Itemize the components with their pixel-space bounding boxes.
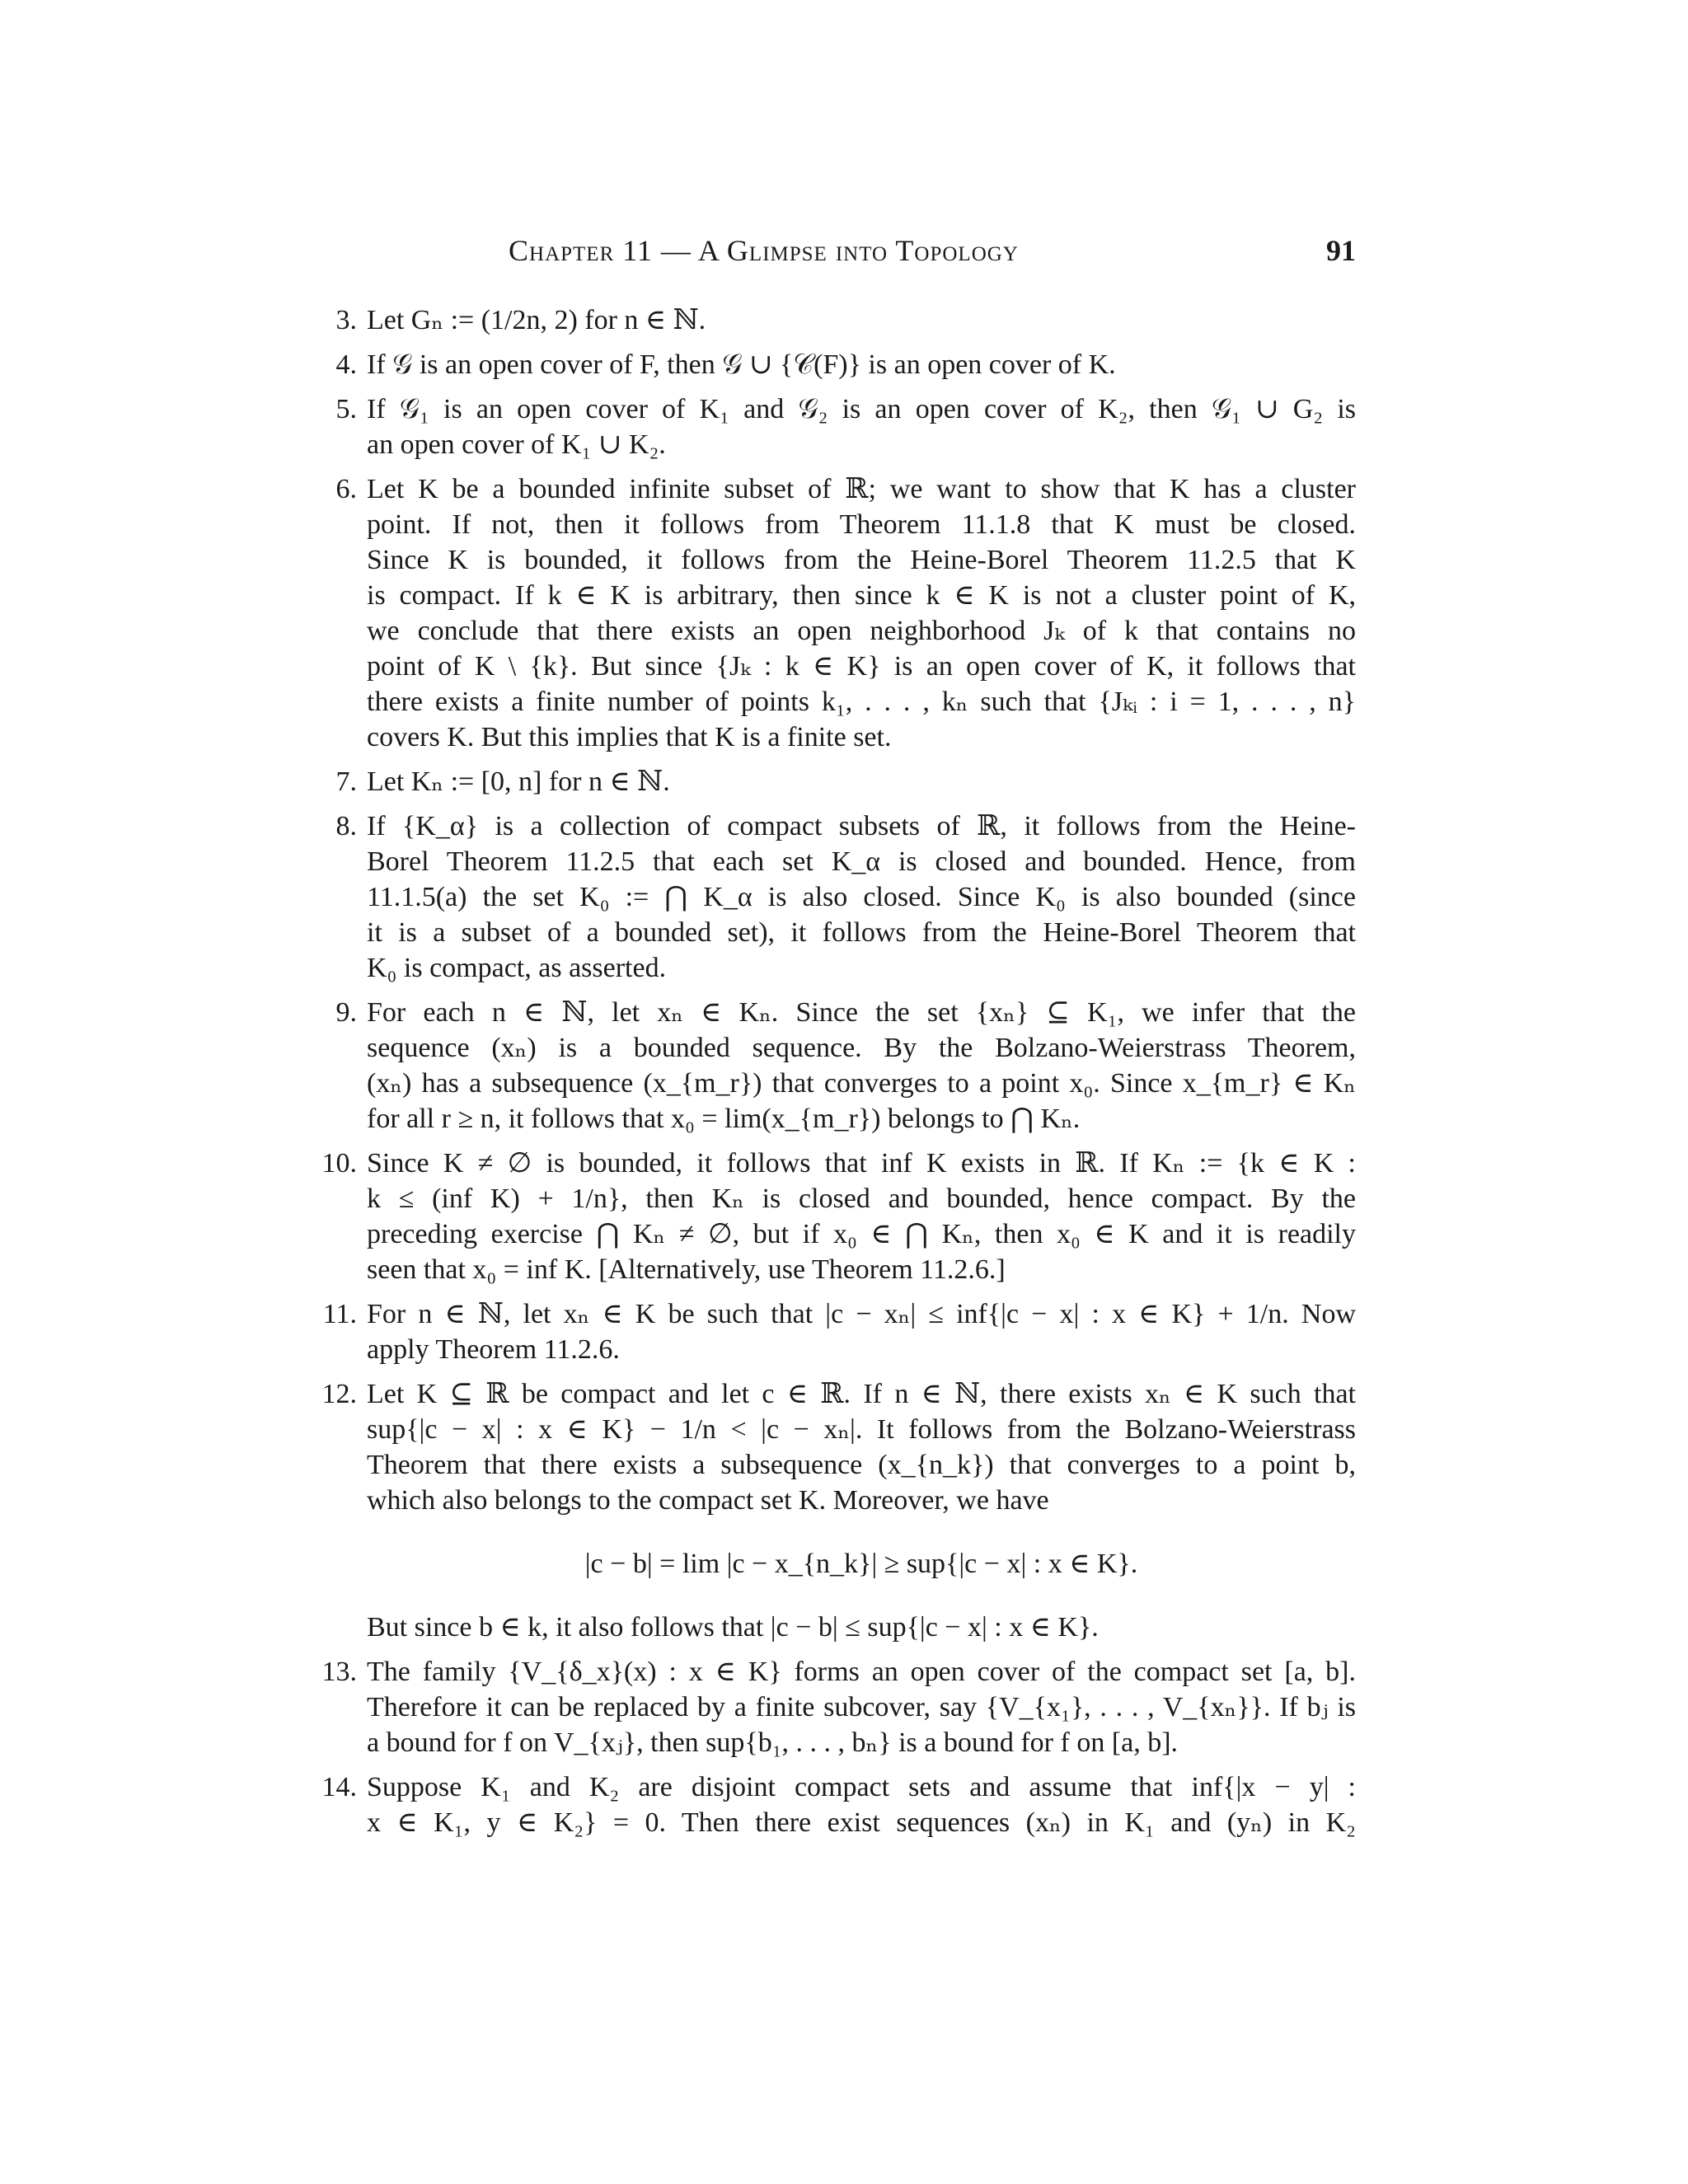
item-number: 6. xyxy=(335,474,357,504)
text-line: The family {V_{δ_x}(x) : x ∈ K} forms an open cover of the compact set [a, b]. xyxy=(367,1657,1356,1687)
item-number: 3. xyxy=(335,305,357,335)
text-line: (xₙ) has a subsequence (x_{m_r}) that converges to a point x₀. Since x_{m_r} ∈ Kₙ xyxy=(367,1068,1356,1099)
item-number: 11. xyxy=(322,1299,357,1329)
text-line: Let K be a bounded infinite subset of ℝ; we want to show that K has a cluster xyxy=(367,474,1356,504)
text-line: If 𝒢 is an open cover of F, then 𝒢 ∪ {𝒞(F)} is an open cover of K. xyxy=(367,349,1116,380)
text-line: For each n ∈ ℕ, let xₙ ∈ Kₙ. Since the set {xₙ} ⊆ K₁, we infer that the xyxy=(367,997,1356,1028)
text-line: apply Theorem 11.2.6. xyxy=(367,1334,620,1365)
text-line: Since K is bounded, it follows from the Heine-Borel Theorem 11.2.5 that K xyxy=(367,545,1356,575)
text-line: Theorem that there exists a subsequence (x_{n_k}) that converges to a point b, xyxy=(367,1450,1356,1480)
item-number: 5. xyxy=(335,394,357,424)
list-item xyxy=(321,1654,1356,1760)
item-number: 4. xyxy=(335,349,357,380)
item-number: 9. xyxy=(335,997,357,1028)
text-line: seen that x₀ = inf K. [Alternatively, use Theorem 11.2.6.] xyxy=(367,1254,1006,1285)
text-line: which also belongs to the compact set K. Moreover, we have xyxy=(367,1485,1049,1516)
text-line: it is a subset of a bounded set), it follows from the Heine-Borel Theorem that xyxy=(367,917,1356,948)
text-line: point of K \ {k}. But since {Jₖ : k ∈ K} is an open cover of K, it follows that xyxy=(367,651,1356,682)
running-head: Chapter 11 — A Glimpse into Topology xyxy=(509,234,1019,267)
text-line: is compact. If k ∈ K is arbitrary, then since k ∈ K is not a cluster point of K, xyxy=(367,580,1356,611)
list-item xyxy=(335,995,1356,1137)
text-line: sup{|c − x| : x ∈ K} − 1/n < |c − xₙ|. It follows from the Bolzano-Weierstrass xyxy=(367,1414,1356,1445)
item-number: 13. xyxy=(321,1657,357,1687)
text-line: But since b ∈ k, it also follows that |c − b| ≤ sup{|c − x| : x ∈ K}. xyxy=(367,1612,1099,1643)
list-item xyxy=(321,1146,1356,1287)
text-line: for all r ≥ n, it follows that x₀ = lim(x_{m_r}) belongs to ⋂ Kₙ. xyxy=(367,1104,1081,1134)
list-item xyxy=(335,347,1356,382)
item-number: 12. xyxy=(321,1379,357,1409)
list-item xyxy=(335,302,1356,338)
exercise-hints-list xyxy=(321,302,1356,1849)
list-item xyxy=(335,764,1356,799)
text-line: point. If not, then it follows from Theorem 11.1.8 that K must be closed. xyxy=(367,509,1356,540)
text-line: Let K ⊆ ℝ be compact and let c ∈ ℝ. If n ∈ ℕ, there exists xₙ ∈ K such that xyxy=(367,1379,1356,1409)
list-item xyxy=(335,808,1356,986)
text-line: we conclude that there exists an open neighborhood Jₖ of k that contains no xyxy=(367,616,1356,646)
text-line: x ∈ K₁, y ∈ K₂} = 0. Then there exist sequences (xₙ) in K₁ and (yₙ) in K₂ xyxy=(367,1807,1356,1838)
text-line: Therefore it can be replaced by a finite subcover, say {V_{x₁}, . . . , V_{xₙ}}. If bⱼ is xyxy=(367,1692,1356,1722)
text-line: Let Gₙ := (1/2n, 2) for n ∈ ℕ. xyxy=(367,305,706,335)
text-line: If {K_α} is a collection of compact subsets of ℝ, it follows from the Heine- xyxy=(367,811,1356,841)
page-header xyxy=(367,233,1356,274)
text-line: Suppose K₁ and K₂ are disjoint compact sets and assume that inf{|x − y| : xyxy=(367,1772,1356,1802)
page-number: 91 xyxy=(1326,234,1356,267)
text-line: an open cover of K₁ ∪ K₂. xyxy=(367,429,666,460)
text-line: If 𝒢₁ is an open cover of K₁ and 𝒢₂ is an open cover of K₂, then 𝒢₁ ∪ G₂ is xyxy=(367,394,1356,424)
item-number: 8. xyxy=(335,811,357,841)
text-line: Let Kₙ := [0, n] for n ∈ ℕ. xyxy=(367,766,670,797)
text-line: there exists a finite number of points k₁, . . . , kₙ such that {Jₖᵢ : i = 1, . . . , n} xyxy=(367,687,1356,717)
item-number: 10. xyxy=(321,1148,357,1179)
display-equation: |c − b| = lim |c − x_{n_k}| ≥ sup{|c − x| : x ∈ K}. xyxy=(584,1549,1138,1579)
text-line: k ≤ (inf K) + 1/n}, then Kₙ is closed and bounded, hence compact. By the xyxy=(367,1183,1356,1214)
text-line: 11.1.5(a) the set K₀ := ⋂ K_α is also closed. Since K₀ is also bounded (since xyxy=(367,882,1356,912)
item-number: 14. xyxy=(321,1772,357,1802)
text-line: preceding exercise ⋂ Kₙ ≠ ∅, but if x₀ ∈ ⋂ Kₙ, then x₀ ∈ K and it is readily xyxy=(367,1219,1356,1249)
text-line: K₀ is compact, as asserted. xyxy=(367,953,667,983)
list-item xyxy=(335,391,1356,462)
list-item xyxy=(335,471,1356,755)
item-number: 7. xyxy=(335,766,357,797)
list-item xyxy=(322,1296,1356,1367)
text-line: a bound for f on V_{xⱼ}, then sup{b₁, . . . , bₙ} is a bound for f on [a, b]. xyxy=(367,1727,1179,1758)
list-item xyxy=(321,1769,1356,1840)
text-line: Borel Theorem 11.2.5 that each set K_α is closed and bounded. Hence, from xyxy=(367,846,1356,877)
list-item xyxy=(321,1376,1356,1645)
text-line: sequence (xₙ) is a bounded sequence. By the Bolzano-Weierstrass Theorem, xyxy=(367,1033,1356,1063)
text-line: covers K. But this implies that K is a finite set. xyxy=(367,722,892,752)
text-line: For n ∈ ℕ, let xₙ ∈ K be such that |c − xₙ| ≤ inf{|c − x| : x ∈ K} + 1/n. Now xyxy=(367,1299,1356,1329)
text-line: Since K ≠ ∅ is bounded, it follows that inf K exists in ℝ. If Kₙ := {k ∈ K : xyxy=(367,1148,1356,1179)
